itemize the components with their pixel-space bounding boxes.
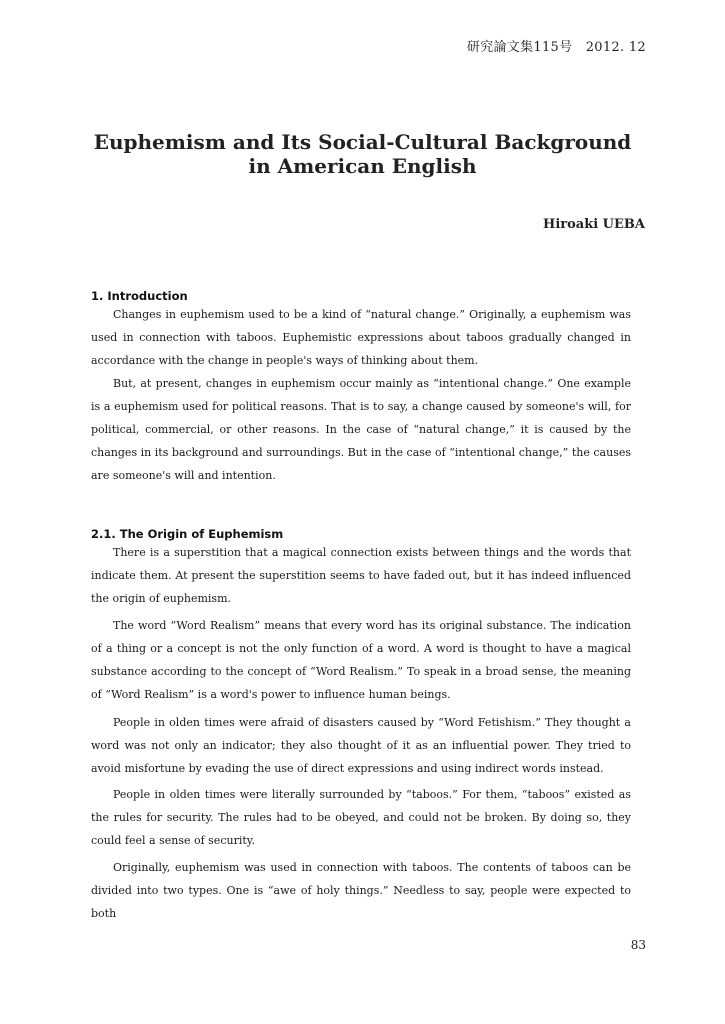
paragraph: Originally, euphemism was used in connection with taboos. The contents of taboos can be divided into two types. One is “awe of holy things.” Needless to say, people were expected to both [91, 861, 631, 920]
page-number: 83 [630, 938, 646, 952]
title-line-2: in American English [248, 154, 477, 178]
title-line-1: Euphemism and Its Social-Cultural Background [93, 130, 632, 154]
paragraph: There is a superstition that a magical connection exists between things and the words that indicate them. At present the superstition seems to have faded out, but it has indeed influenced the origin of euphemism. [91, 546, 631, 605]
paragraph: Changes in euphemism used to be a kind of “natural change.” Originally, a euphemism was used in connection with taboos. Euphemistic expressions about taboos gradually changed in accordance with the change in people's ways of thinking about them. [91, 308, 631, 367]
section-heading-introduction: 1. Introduction [91, 289, 188, 303]
paragraph: People in olden times were literally surrounded by “taboos.” For them, “taboos” existed as the rules for security. The rules had to be obeyed, and could not be broken. By doing so, they could feel a sense of security. [91, 788, 631, 847]
paragraph: People in olden times were afraid of disasters caused by “Word Fetishism.” They thought a word was not only an indicator; they also thought of it as an influential power. They tried to avoid misfortune by evading the use of direct expressions and using indirect words instead. [91, 716, 631, 775]
running-head: 研究論文集115号 2012. 12 [466, 40, 646, 55]
author-name: Hiroaki UEBA [543, 217, 645, 232]
section-heading-origin-of-euphemism: 2.1. The Origin of Euphemism [91, 527, 284, 541]
paragraph: But, at present, changes in euphemism occur mainly as “intentional change.” One example is a euphemism used for political reasons. That is to say, a change caused by someone's will, for political, commercial, or other reasons. In the case of “natural change,” it is caused by the changes in its background and surroundings. But in the case of “intentional change,” the causes are someone's will and intention. [91, 377, 631, 482]
article-title [0, 130, 725, 178]
paragraph: The word “Word Realism” means that every word has its original substance. The indication of a thing or a concept is not the only function of a word. A word is thought to have a magical substance according to the concept of “Word Realism.” To speak in a broad sense, the meaning of “Word Realism” is a word's power to influence human beings. [91, 619, 631, 701]
